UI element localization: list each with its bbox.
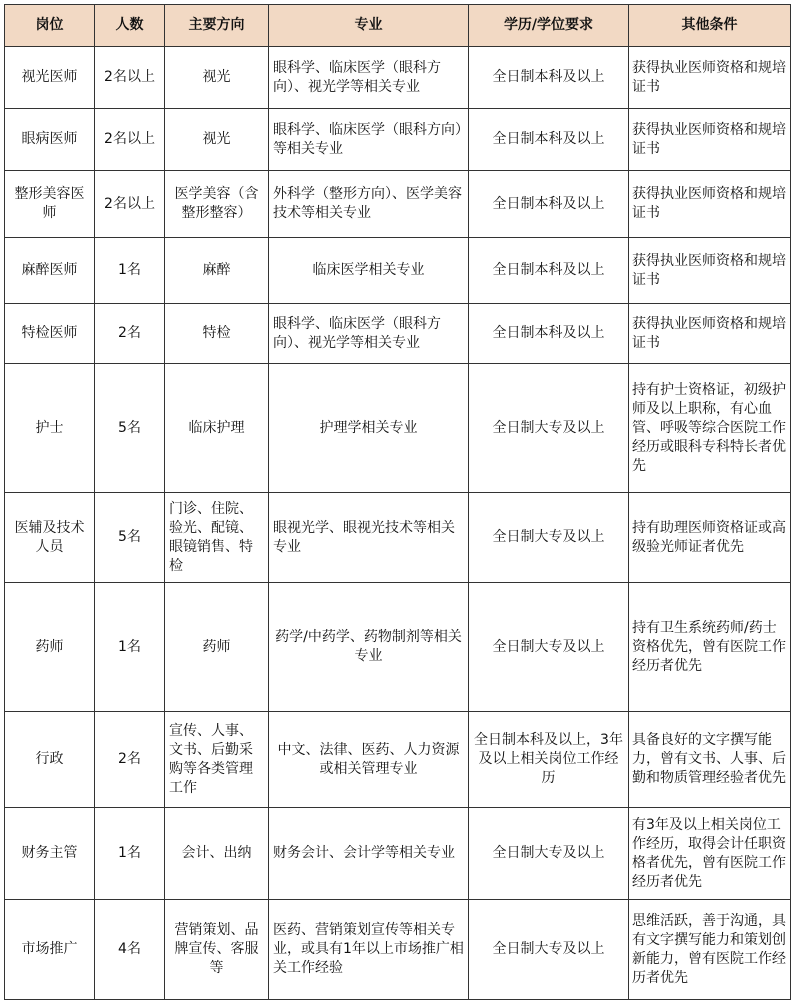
table-row: [5, 712, 791, 808]
cell-major: 医药、营销策划宣传等相关专业，或具有1年以上市场推广相关工作经验: [269, 900, 469, 1000]
cell-direction: 特检: [165, 304, 269, 364]
cell-major: 外科学（整形方向）、医学美容技术等相关专业: [269, 171, 469, 238]
header-major: 专业: [269, 5, 469, 47]
cell-education: 全日制大专及以上: [469, 900, 629, 1000]
cell-count: 2名: [95, 304, 165, 364]
cell-position: 医辅及技术人员: [5, 493, 95, 583]
cell-other: 获得执业医师资格和规培证书: [629, 304, 791, 364]
cell-education: 全日制本科及以上: [469, 109, 629, 171]
cell-position: 药师: [5, 583, 95, 712]
table-row: [5, 171, 791, 238]
cell-count: 1名: [95, 583, 165, 712]
cell-other: 获得执业医师资格和规培证书: [629, 238, 791, 304]
header-other: 其他条件: [629, 5, 791, 47]
cell-other: 持有卫生系统药师/药士资格优先，曾有医院工作经历者优先: [629, 583, 791, 712]
cell-direction: 宣传、人事、文书、后勤采购等各类管理工作: [165, 712, 269, 808]
cell-position: 整形美容医师: [5, 171, 95, 238]
cell-count: 2名以上: [95, 109, 165, 171]
cell-count: 2名以上: [95, 171, 165, 238]
cell-direction: 会计、出纳: [165, 808, 269, 900]
cell-other: 获得执业医师资格和规培证书: [629, 171, 791, 238]
cell-direction: 药师: [165, 583, 269, 712]
cell-count: 5名: [95, 364, 165, 493]
cell-major: 财务会计、会计学等相关专业: [269, 808, 469, 900]
table-row: [5, 109, 791, 171]
cell-education: 全日制本科及以上，3年及以上相关岗位工作经历: [469, 712, 629, 808]
cell-position: 市场推广: [5, 900, 95, 1000]
cell-other: 获得执业医师资格和规培证书: [629, 109, 791, 171]
table-row: [5, 364, 791, 493]
cell-position: 眼病医师: [5, 109, 95, 171]
cell-position: 行政: [5, 712, 95, 808]
cell-education: 全日制本科及以上: [469, 47, 629, 109]
cell-position: 财务主管: [5, 808, 95, 900]
cell-major: 眼科学、临床医学（眼科方向）等相关专业: [269, 109, 469, 171]
table-row: [5, 493, 791, 583]
cell-direction: 门诊、住院、验光、配镜、眼镜销售、特检: [165, 493, 269, 583]
cell-position: 视光医师: [5, 47, 95, 109]
table-row: [5, 900, 791, 1000]
cell-major: 中文、法律、医药、人力资源或相关管理专业: [269, 712, 469, 808]
cell-other: 具备良好的文字撰写能力，曾有文书、人事、后勤和物质管理经验者优先: [629, 712, 791, 808]
cell-major: 眼视光学、眼视光技术等相关专业: [269, 493, 469, 583]
cell-major: 眼科学、临床医学（眼科方向）、视光学等相关专业: [269, 47, 469, 109]
cell-other: 持有助理医师资格证或高级验光师证者优先: [629, 493, 791, 583]
cell-count: 5名: [95, 493, 165, 583]
cell-education: 全日制大专及以上: [469, 808, 629, 900]
cell-other: 持有护士资格证，初级护师及以上职称，有心血管、呼吸等综合医院工作经历或眼科专科特长者优先: [629, 364, 791, 493]
cell-education: 全日制本科及以上: [469, 304, 629, 364]
cell-education: 全日制大专及以上: [469, 493, 629, 583]
cell-other: 有3年及以上相关岗位工作经历，取得会计任职资格者优先，曾有医院工作经历者优先: [629, 808, 791, 900]
table-row: [5, 47, 791, 109]
cell-position: 护士: [5, 364, 95, 493]
table-row: [5, 583, 791, 712]
cell-direction: 视光: [165, 109, 269, 171]
cell-education: 全日制本科及以上: [469, 238, 629, 304]
table-row: [5, 238, 791, 304]
cell-position: 特检医师: [5, 304, 95, 364]
cell-direction: 营销策划、品牌宣传、客服等: [165, 900, 269, 1000]
header-direction: 主要方向: [165, 5, 269, 47]
cell-direction: 视光: [165, 47, 269, 109]
cell-other: 思维活跃，善于沟通，具有文字撰写能力和策划创新能力，曾有医院工作经历者优先: [629, 900, 791, 1000]
cell-major: 药学/中药学、药物制剂等相关专业: [269, 583, 469, 712]
cell-direction: 麻醉: [165, 238, 269, 304]
table-row: [5, 304, 791, 364]
cell-education: 全日制大专及以上: [469, 583, 629, 712]
cell-direction: 临床护理: [165, 364, 269, 493]
cell-position: 麻醉医师: [5, 238, 95, 304]
header-row: [5, 5, 791, 47]
header-count: 人数: [95, 5, 165, 47]
cell-direction: 医学美容（含整形整容）: [165, 171, 269, 238]
header-education: 学历/学位要求: [469, 5, 629, 47]
cell-count: 1名: [95, 808, 165, 900]
cell-major: 临床医学相关专业: [269, 238, 469, 304]
table-row: [5, 808, 791, 900]
cell-count: 2名: [95, 712, 165, 808]
recruitment-table: [4, 4, 791, 1000]
cell-count: 4名: [95, 900, 165, 1000]
cell-education: 全日制大专及以上: [469, 364, 629, 493]
cell-major: 眼科学、临床医学（眼科方向）、视光学等相关专业: [269, 304, 469, 364]
cell-education: 全日制本科及以上: [469, 171, 629, 238]
cell-major: 护理学相关专业: [269, 364, 469, 493]
cell-other: 获得执业医师资格和规培证书: [629, 47, 791, 109]
cell-count: 1名: [95, 238, 165, 304]
cell-count: 2名以上: [95, 47, 165, 109]
header-position: 岗位: [5, 5, 95, 47]
